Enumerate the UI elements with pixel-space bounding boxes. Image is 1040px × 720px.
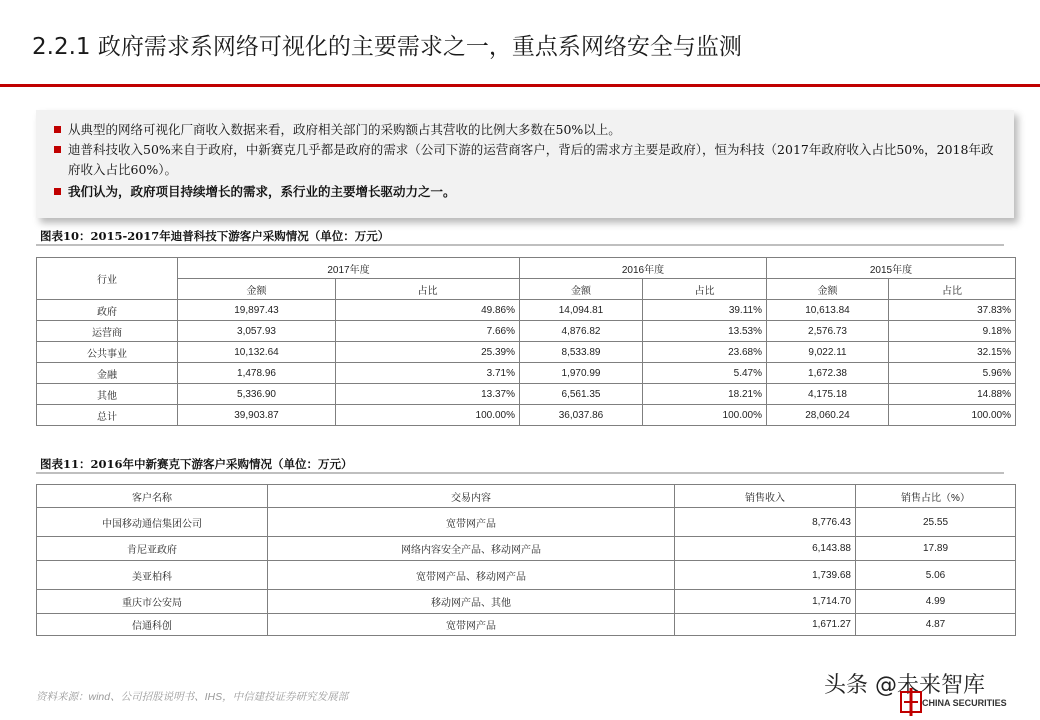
table1-subheader-amount: 金额 [178,279,336,300]
table-row [37,405,1016,426]
bullet-2: 迪普科技收入50%来自于政府，中新赛克几乎都是政府的需求（公司下游的运营商客户，背后的需求方主要是政府），恒为科技（2017年政府收入占比50%，2018年政府收入占比60%）。 [54,140,1000,180]
table-cell: 5.96% [889,363,1016,384]
table-row [37,384,1016,405]
bullet-3: 我们认为，政府项目持续增长的需求，系行业的主要增长驱动力之一。 [54,182,1000,202]
table1-subheader-ratio: 占比 [889,279,1016,300]
table1-subheader-amount: 金额 [520,279,643,300]
table-cell: 5.47% [643,363,767,384]
table-cell: 1,672.38 [767,363,889,384]
table-cell: 7.66% [336,321,520,342]
table-cell: 5.06 [856,561,1016,590]
table-row [37,300,1016,321]
table-cell: 36,037.86 [520,405,643,426]
table-cell: 13.37% [336,384,520,405]
table-cell: 3.71% [336,363,520,384]
table-cell: 其他 [37,384,178,405]
table1-dbappsecurity-customers [36,257,1016,426]
table-row [37,508,1016,537]
table-cell: 宽带网产品 [268,508,675,537]
table-cell: 3,057.93 [178,321,336,342]
table-cell: 18.21% [643,384,767,405]
table-row [37,363,1016,384]
table-cell: 37.83% [889,300,1016,321]
table-cell: 美亚柏科 [37,561,268,590]
table-cell: 移动网产品、其他 [268,590,675,614]
table2-caption-rule [36,472,1004,474]
table-cell: 39.11% [643,300,767,321]
table-cell: 网络内容安全产品、移动网产品 [268,537,675,561]
company-logo-icon [900,688,922,716]
table-cell: 4,175.18 [767,384,889,405]
table-cell: 100.00% [643,405,767,426]
table-cell: 17.89 [856,537,1016,561]
title-divider [0,84,1040,87]
table1-header-industry: 行业 [37,258,178,300]
table1-header-year-2015: 2015年度 [767,258,1016,279]
table-cell: 10,132.64 [178,342,336,363]
table2-header-customer: 客户名称 [37,485,268,508]
brand-name: CHINA SECURITIES [922,698,1007,708]
table-cell: 8,776.43 [675,508,856,537]
table-cell: 1,714.70 [675,590,856,614]
source-note: 资料来源：wind、公司招股说明书、IHS，中信建投证券研究发展部 [36,691,349,703]
table-cell: 19,897.43 [178,300,336,321]
table-cell: 1,671.27 [675,614,856,636]
table1-subheader-ratio: 占比 [336,279,520,300]
summary-panel [36,110,1014,218]
table2-caption: 图表11：2016年中新赛克下游客户采购情况（单位：万元） [40,457,353,471]
table-cell: 14,094.81 [520,300,643,321]
table-row [37,561,1016,590]
table-cell: 28,060.24 [767,405,889,426]
table-cell: 13.53% [643,321,767,342]
table-row [37,590,1016,614]
table2-sinovatio-customers [36,484,1016,636]
table2-header-revenue: 销售收入 [675,485,856,508]
table-cell: 1,970.99 [520,363,643,384]
table1-caption: 图表10：2015-2017年迪普科技下游客户采购情况（单位：万元） [40,229,390,243]
table-cell: 肯尼亚政府 [37,537,268,561]
page-title: 2.2.1 政府需求系网络可视化的主要需求之一，重点系网络安全与监测 [32,34,742,60]
table-cell: 公共事业 [37,342,178,363]
table-cell: 总计 [37,405,178,426]
table-cell: 信通科创 [37,614,268,636]
table-row [37,321,1016,342]
table-cell: 100.00% [336,405,520,426]
table-cell: 49.86% [336,300,520,321]
table-cell: 5,336.90 [178,384,336,405]
table-row [37,342,1016,363]
table-cell: 9.18% [889,321,1016,342]
bullet-1: 从典型的网络可视化厂商收入数据来看，政府相关部门的采购额占其营收的比例大多数在50%以上。 [54,120,1000,140]
table-cell: 8,533.89 [520,342,643,363]
table-cell: 4.87 [856,614,1016,636]
table1-header-year-2017: 2017年度 [178,258,520,279]
table-cell: 100.00% [889,405,1016,426]
table2-header-content: 交易内容 [268,485,675,508]
table-cell: 32.15% [889,342,1016,363]
table-cell: 25.39% [336,342,520,363]
table-cell: 23.68% [643,342,767,363]
table-cell: 宽带网产品 [268,614,675,636]
table-cell: 9,022.11 [767,342,889,363]
table-cell: 金融 [37,363,178,384]
table-cell: 25.55 [856,508,1016,537]
table-cell: 2,576.73 [767,321,889,342]
table-cell: 6,561.35 [520,384,643,405]
table1-caption-rule [36,244,1004,246]
table-cell: 政府 [37,300,178,321]
table-cell: 4.99 [856,590,1016,614]
table-cell: 重庆市公安局 [37,590,268,614]
table-cell: 4,876.82 [520,321,643,342]
table-cell: 运营商 [37,321,178,342]
table-cell: 6,143.88 [675,537,856,561]
table2-header-ratio: 销售占比（%） [856,485,1016,508]
table-cell: 14.88% [889,384,1016,405]
table1-subheader-amount: 金额 [767,279,889,300]
table-cell: 中国移动通信集团公司 [37,508,268,537]
table-row [37,614,1016,636]
table-cell: 10,613.84 [767,300,889,321]
table1-subheader-ratio: 占比 [643,279,767,300]
table-cell: 1,478.96 [178,363,336,384]
table-cell: 1,739.68 [675,561,856,590]
table-cell: 39,903.87 [178,405,336,426]
table-row [37,537,1016,561]
table1-header-year-2016: 2016年度 [520,258,767,279]
table-cell: 宽带网产品、移动网产品 [268,561,675,590]
watermark: 头条 @未来智库 [824,673,985,698]
